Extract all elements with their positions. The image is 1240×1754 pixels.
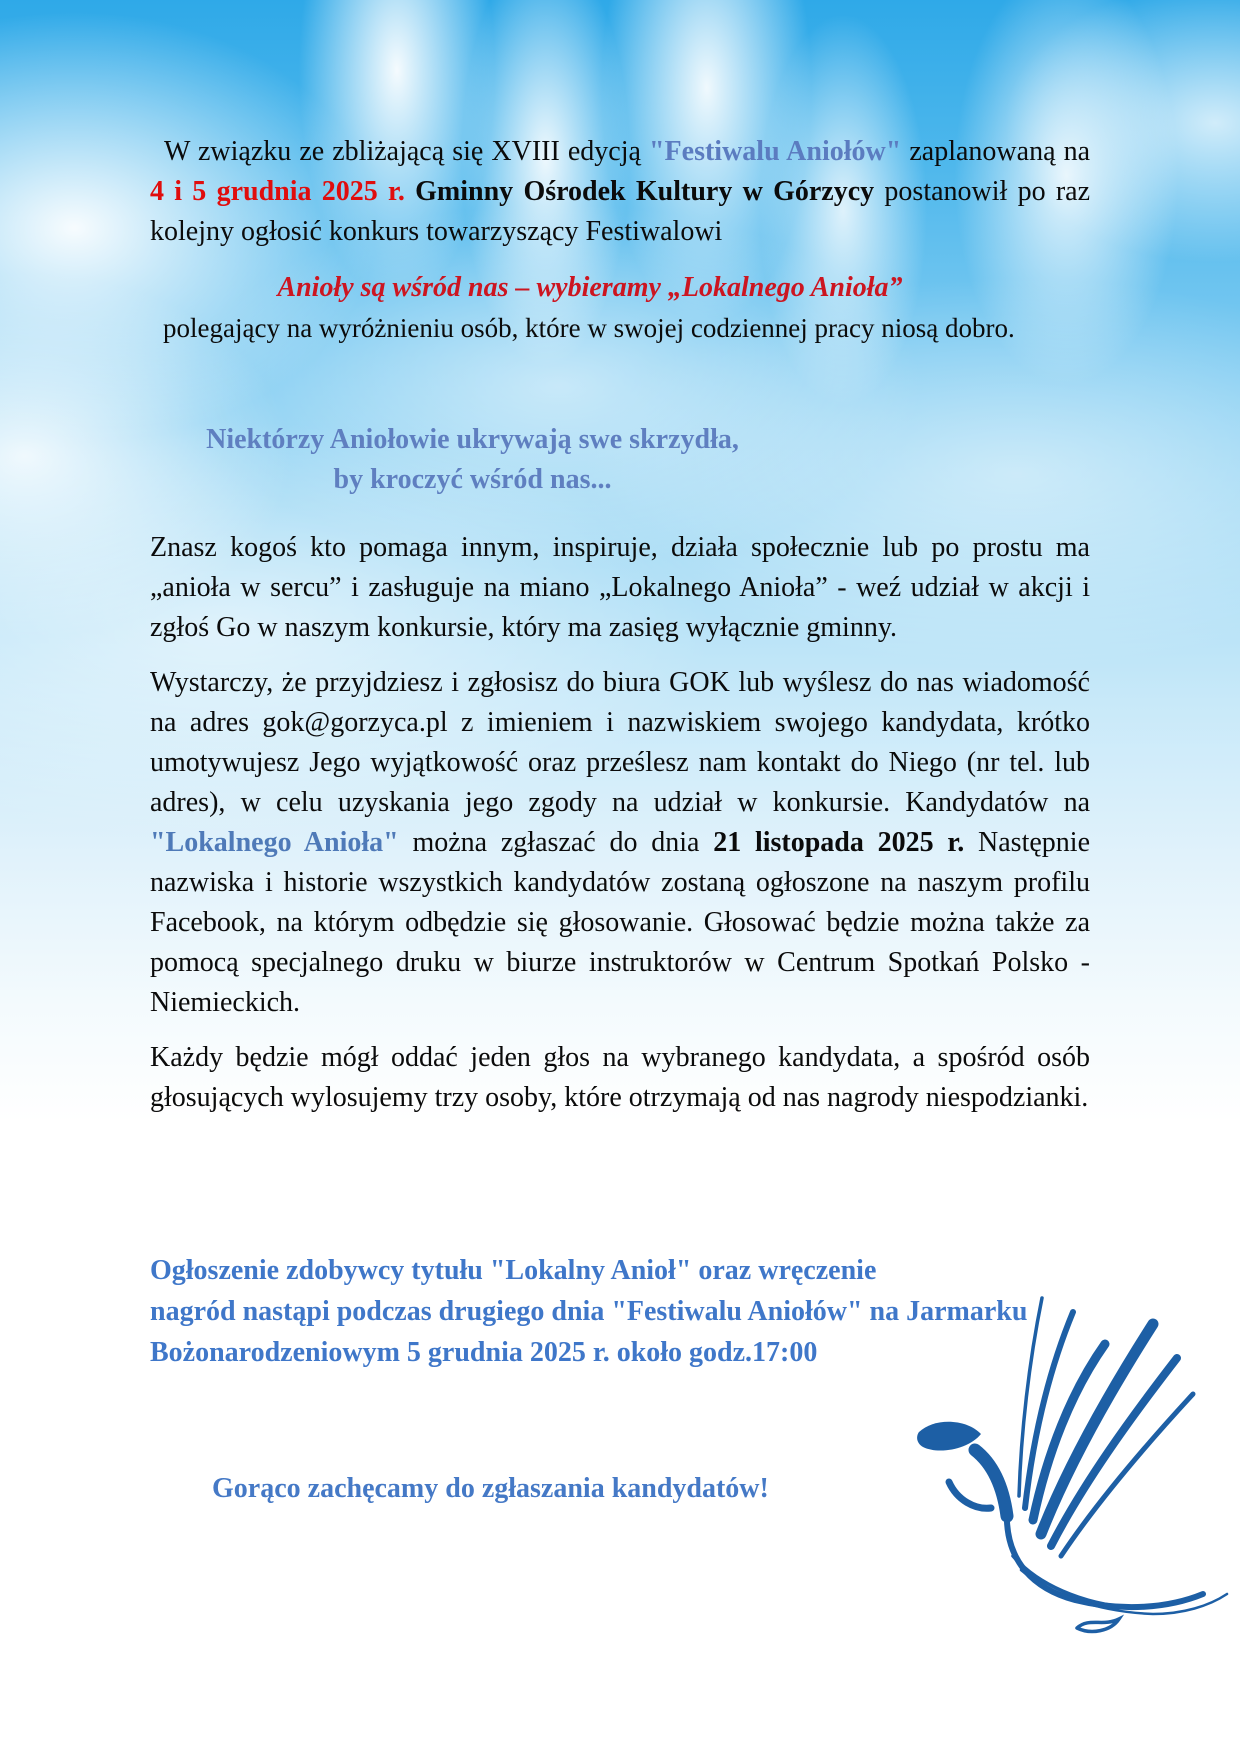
motto-heading — [150, 420, 795, 500]
contest-subtitle: polegający na wyróżnieniu osób, które w swojej codziennej pracy niosą dobro. — [163, 313, 1015, 343]
submission-text-2: można zgłaszać do dnia — [398, 827, 714, 858]
motto-line-1: Niektórzy Aniołowie ukrywają swe skrzydła, — [206, 424, 739, 455]
paragraph-voting-prizes: Każdy będzie mógł oddać jeden głos na wybranego kandydata, a spośród osób głosujących wylosujemy trzy osoby, które otrzymają od nas nagrody niespodzianki. — [150, 1042, 1090, 1113]
angel-logo-icon — [891, 1264, 1236, 1644]
intro-text-post: postanowił po raz kolejny ogłosić konkurs towarzyszący Festiwalowi — [150, 176, 1091, 247]
announcement-line-2: nagród nastąpi podczas drugiego dnia "Festiwalu Aniołów" na Jarmarku — [150, 1296, 1028, 1327]
local-angel-highlight: "Lokalnego Anioła" — [150, 827, 399, 858]
intro-paragraph — [150, 132, 1090, 252]
submission-text-3: Następnie nazwiska i historie wszystkich kandydatów zostaną ogłoszone na naszym profilu Facebook, na którym odbędzie się głosowanie. Głosować będzie można także za pomocą specjalnego druku w biurze instruktorów w Centrum Spotkań Polsko - Niemieckich. — [150, 827, 1090, 1018]
intro-text-mid: zaplanowaną na — [901, 136, 1090, 167]
festival-name-highlight: "Festiwalu Aniołów" — [649, 136, 902, 167]
organizer-name: Gminny Ośrodek Kultury w Górzycy — [415, 176, 875, 207]
intro-text-pre: W związku ze zbliżającą się XVIII edycją — [164, 136, 649, 167]
motto-line-2: by kroczyć wśród nas... — [333, 464, 612, 495]
event-date-highlight: 4 i 5 grudnia 2025 r. — [150, 176, 405, 207]
paragraph-know-someone: Znasz kogoś kto pomaga innym, inspiruje, działa społecznie lub po prostu ma „anioła w sercu” i zasługuje na miano „Lokalnego Anioła” - weź udział w akcji i zgłoś Go w naszym konkursie, który ma zasięg wyłącznie gminny. — [150, 532, 1090, 643]
paragraph-submission — [150, 663, 1090, 1023]
contest-title: Anioły są wśród nas – wybieramy „Lokalnego Anioła” — [277, 272, 903, 303]
announcement-line-1: Ogłoszenie zdobywcy tytułu "Lokalny Anioł" oraz wręczenie — [150, 1255, 877, 1286]
intro-spacer — [405, 176, 415, 207]
deadline-highlight: 21 listopada 2025 r. — [713, 827, 965, 858]
closing-call: Gorąco zachęcamy do zgłaszania kandydatów! — [212, 1473, 769, 1504]
announcement-line-3: Bożonarodzeniowym 5 grudnia 2025 r. około godz.17:00 — [150, 1337, 818, 1368]
submission-text-1: Wystarczy, że przyjdziesz i zgłosisz do biura GOK lub wyślesz do nas wiadomość na adres gok@gorzyca.pl z imieniem i nazwiskiem swojego kandydata, krótko umotywujesz Jego wyjątkowość oraz prześlesz nam kontakt do Niego (nr tel. lub adres), w celu uzyskania jego zgody na udział w konkursie. Kandydatów na — [150, 667, 1090, 818]
